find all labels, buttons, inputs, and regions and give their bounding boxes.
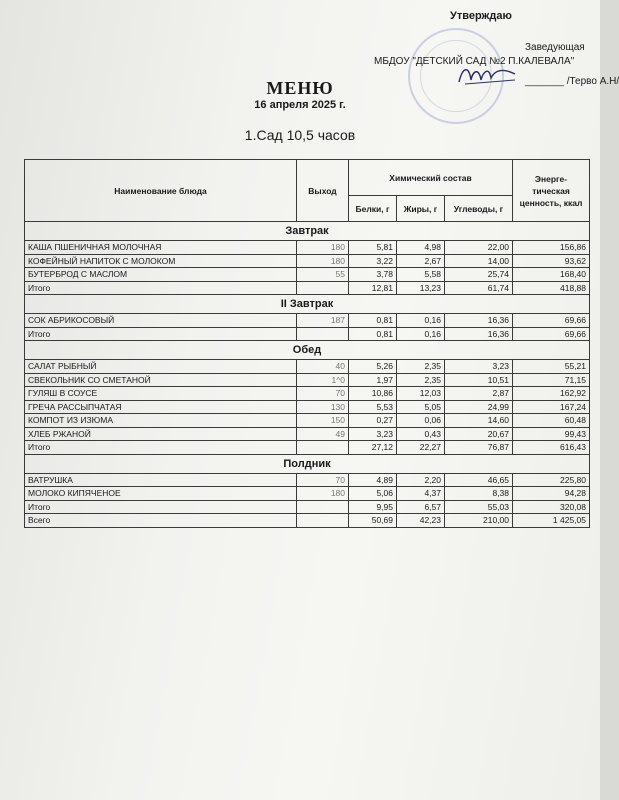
- total-protein: 12,81: [349, 281, 397, 295]
- approval-organization: МБДОУ "ДЕТСКИЙ САД №2 П.КАЛЕВАЛА": [374, 56, 575, 67]
- table-row: [25, 487, 590, 501]
- total-portion-empty: [297, 327, 349, 341]
- total-carbs: 76,87: [445, 441, 513, 455]
- table-row: [25, 241, 590, 255]
- dish-carbs: 25,74: [445, 268, 513, 282]
- total-kcal: 418,88: [513, 281, 590, 295]
- total-fat: 13,23: [397, 281, 445, 295]
- dish-carbs: 24,99: [445, 400, 513, 414]
- total-carbs: 55,03: [445, 500, 513, 514]
- dish-fat: 2,35: [397, 373, 445, 387]
- dish-name: ВАТРУШКА: [25, 473, 297, 487]
- header-energy: Энерге- тическая ценность, ккал: [513, 160, 590, 222]
- dish-fat: 5,05: [397, 400, 445, 414]
- dish-name: ГУЛЯШ В СОУСЕ: [25, 387, 297, 401]
- total-label: Итого: [25, 327, 297, 341]
- dish-portion: 180: [297, 487, 349, 501]
- section-header-row: [25, 295, 590, 314]
- total-fat: 22,27: [397, 441, 445, 455]
- table-row: [25, 414, 590, 428]
- dish-kcal: 225,80: [513, 473, 590, 487]
- total-carbs: 61,74: [445, 281, 513, 295]
- table-row: [25, 373, 590, 387]
- dish-carbs: 14,00: [445, 254, 513, 268]
- approval-signature-line: _______ /Терво А.Н/: [525, 76, 619, 87]
- table-row: [25, 473, 590, 487]
- dish-portion: 55: [297, 268, 349, 282]
- dish-fat: 5,58: [397, 268, 445, 282]
- dish-kcal: 99,43: [513, 427, 590, 441]
- dish-kcal: 167,24: [513, 400, 590, 414]
- dish-carbs: 16,36: [445, 314, 513, 328]
- dish-name: СОК АБРИКОСОВЫЙ: [25, 314, 297, 328]
- dish-portion: 150: [297, 414, 349, 428]
- header-portion: Выход: [297, 160, 349, 222]
- dish-kcal: 93,62: [513, 254, 590, 268]
- section-title: Обед: [25, 341, 590, 360]
- dish-fat: 0,16: [397, 314, 445, 328]
- dish-protein: 5,81: [349, 241, 397, 255]
- grand-total-fat: 42,23: [397, 514, 445, 528]
- dish-kcal: 156,86: [513, 241, 590, 255]
- dish-carbs: 8,38: [445, 487, 513, 501]
- dish-kcal: 69,66: [513, 314, 590, 328]
- total-protein: 0,81: [349, 327, 397, 341]
- dish-name: САЛАТ РЫБНЫЙ: [25, 360, 297, 374]
- grand-total-portion-empty: [297, 514, 349, 528]
- total-portion-empty: [297, 281, 349, 295]
- table-row: [25, 387, 590, 401]
- total-label: Итого: [25, 441, 297, 455]
- total-portion-empty: [297, 441, 349, 455]
- dish-fat: 0,43: [397, 427, 445, 441]
- header-fat: Жиры, г: [397, 196, 445, 222]
- table-row: [25, 314, 590, 328]
- total-row: [25, 441, 590, 455]
- dish-carbs: 22,00: [445, 241, 513, 255]
- section-header-row: [25, 454, 590, 473]
- total-kcal: 320,08: [513, 500, 590, 514]
- dish-protein: 0,81: [349, 314, 397, 328]
- total-label: Итого: [25, 500, 297, 514]
- dish-fat: 12,03: [397, 387, 445, 401]
- table-row: [25, 427, 590, 441]
- table-row: [25, 254, 590, 268]
- dish-carbs: 46,65: [445, 473, 513, 487]
- dish-carbs: 14,60: [445, 414, 513, 428]
- dish-kcal: 168,40: [513, 268, 590, 282]
- dish-fat: 2,35: [397, 360, 445, 374]
- dish-portion: 40: [297, 360, 349, 374]
- header-carbs: Углеводы, г: [445, 196, 513, 222]
- dish-kcal: 162,92: [513, 387, 590, 401]
- dish-carbs: 3,23: [445, 360, 513, 374]
- grand-total-protein: 50,69: [349, 514, 397, 528]
- header-protein: Белки, г: [349, 196, 397, 222]
- total-fat: 0,16: [397, 327, 445, 341]
- dish-fat: 4,98: [397, 241, 445, 255]
- total-protein: 27,12: [349, 441, 397, 455]
- total-row: [25, 281, 590, 295]
- dish-protein: 3,78: [349, 268, 397, 282]
- grand-total-row: [25, 514, 590, 528]
- dish-portion: 180: [297, 241, 349, 255]
- dish-portion: 70: [297, 473, 349, 487]
- section-header-row: [25, 222, 590, 241]
- approval-title: Утверждаю: [450, 10, 512, 22]
- dish-portion: 180: [297, 254, 349, 268]
- total-protein: 9,95: [349, 500, 397, 514]
- dish-protein: 3,22: [349, 254, 397, 268]
- dish-kcal: 55,21: [513, 360, 590, 374]
- dish-portion: 70: [297, 387, 349, 401]
- dish-portion: 49: [297, 427, 349, 441]
- table-row: [25, 400, 590, 414]
- dish-kcal: 94,28: [513, 487, 590, 501]
- grand-total-carbs: 210,00: [445, 514, 513, 528]
- table-row: [25, 268, 590, 282]
- menu-table-body: [25, 222, 590, 528]
- menu-group: 1.Сад 10,5 часов: [244, 127, 356, 143]
- dish-name: БУТЕРБРОД С МАСЛОМ: [25, 268, 297, 282]
- total-carbs: 16,36: [445, 327, 513, 341]
- dish-protein: 5,53: [349, 400, 397, 414]
- dish-protein: 5,06: [349, 487, 397, 501]
- section-title: Завтрак: [25, 222, 590, 241]
- grand-total-label: Всего: [25, 514, 297, 528]
- dish-protein: 5,26: [349, 360, 397, 374]
- dish-portion: 130: [297, 400, 349, 414]
- section-title: II Завтрак: [25, 295, 590, 314]
- dish-portion: 1^0: [297, 373, 349, 387]
- menu-date: 16 апреля 2025 г.: [254, 99, 346, 111]
- dish-name: СВЕКОЛЬНИК СО СМЕТАНОЙ: [25, 373, 297, 387]
- dish-kcal: 71,15: [513, 373, 590, 387]
- dish-portion: 187: [297, 314, 349, 328]
- total-kcal: 616,43: [513, 441, 590, 455]
- section-header-row: [25, 341, 590, 360]
- dish-carbs: 2,87: [445, 387, 513, 401]
- dish-protein: 1,97: [349, 373, 397, 387]
- dish-protein: 10,86: [349, 387, 397, 401]
- dish-fat: 2,20: [397, 473, 445, 487]
- header-dish: Наименование блюда: [25, 160, 297, 222]
- dish-name: ГРЕЧА РАССЫПЧАТАЯ: [25, 400, 297, 414]
- grand-total-kcal: 1 425,05: [513, 514, 590, 528]
- total-label: Итого: [25, 281, 297, 295]
- total-row: [25, 500, 590, 514]
- dish-name: КОФЕЙНЫЙ НАПИТОК С МОЛОКОМ: [25, 254, 297, 268]
- dish-fat: 0,06: [397, 414, 445, 428]
- header-chem: Химический состав: [349, 160, 513, 196]
- table-row: [25, 360, 590, 374]
- dish-protein: 4,89: [349, 473, 397, 487]
- dish-kcal: 60,48: [513, 414, 590, 428]
- total-row: [25, 327, 590, 341]
- section-title: Полдник: [25, 454, 590, 473]
- menu-title: МЕНЮ: [266, 78, 334, 98]
- total-fat: 6,57: [397, 500, 445, 514]
- dish-carbs: 20,67: [445, 427, 513, 441]
- dish-name: МОЛОКО КИПЯЧЕНОЕ: [25, 487, 297, 501]
- dish-name: КОМПОТ ИЗ ИЗЮМА: [25, 414, 297, 428]
- dish-carbs: 10,51: [445, 373, 513, 387]
- dish-name: ХЛЕБ РЖАНОЙ: [25, 427, 297, 441]
- dish-name: КАША ПШЕНИЧНАЯ МОЛОЧНАЯ: [25, 241, 297, 255]
- approval-role: Заведующая: [525, 42, 585, 53]
- dish-protein: 3,23: [349, 427, 397, 441]
- total-portion-empty: [297, 500, 349, 514]
- dish-protein: 0,27: [349, 414, 397, 428]
- dish-fat: 4,37: [397, 487, 445, 501]
- menu-table: [24, 159, 589, 528]
- total-kcal: 69,66: [513, 327, 590, 341]
- dish-fat: 2,67: [397, 254, 445, 268]
